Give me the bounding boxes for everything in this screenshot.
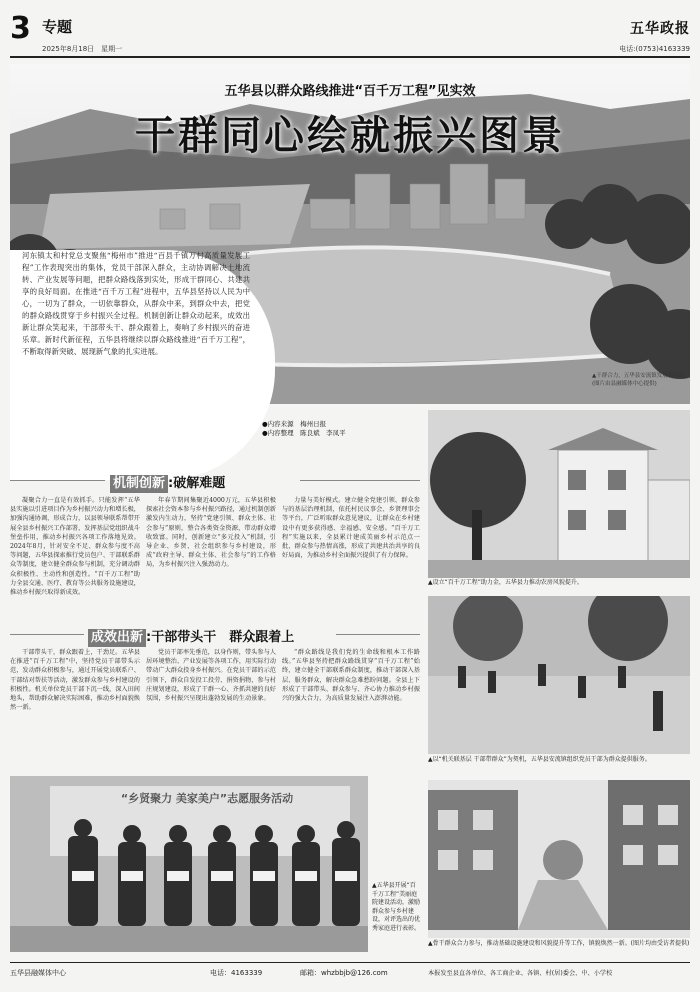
house-photo-caption: ▲设立“百千万工程”助力金，五华县力推动农房风貌提升。 bbox=[428, 579, 583, 586]
section-name: 专题 bbox=[42, 18, 73, 36]
header-divider bbox=[10, 56, 690, 58]
section2-title-prefix: 成效出新 bbox=[88, 629, 146, 647]
page-header bbox=[0, 0, 700, 62]
credit-editors: ●内容整理 陈良斌 李凤平 bbox=[262, 429, 346, 437]
house-photo bbox=[428, 410, 690, 578]
volunteer-photo-caption: ▲以“机关联基层 干部带群众”为契机，五华县安流镇组织党员干部为群众提供服务。 bbox=[428, 756, 651, 763]
masthead-title: 五华政报 bbox=[630, 21, 690, 37]
hero-caption: ▲干群合力，五华县安流镇发展新面貌。(图片由县融媒体中心提供) bbox=[592, 373, 690, 387]
street-photo-caption: ▲骨干群众合力参与，推动基础设施建设和风貌提升等工作，镇貌焕然一新。(图片均由受访者提供) bbox=[428, 940, 690, 947]
credit-source: ●内容来源 梅州日报 bbox=[262, 420, 327, 428]
section1-rule-right bbox=[300, 480, 420, 481]
headline-kicker: 五华县以群众路线推进“百千万工程”见实效 bbox=[224, 84, 476, 99]
section2-column-1: 干部带头干，群众跟着上，干劲足。五华县在推进“百千万工程”中，坚持党员干部带头示范，发动群众积极参与，通过开展党员联系户、干部结对帮扶等活动，激发群众参与乡村建设的积极性。机关单位党员干部下沉一线，深入田间地头，帮助群众解决实际困难，推动乡村面貌焕然一新。 bbox=[10, 649, 140, 712]
footer-publisher: 五华县融媒体中心 bbox=[10, 969, 66, 977]
section1-rule-left bbox=[10, 480, 105, 481]
street-photo-image bbox=[428, 780, 690, 938]
section2-rule-left bbox=[10, 634, 84, 635]
section2-column-2: 党员干部率先垂范，以身作则，带头参与人居环境整治、产业发展等各项工作，用实际行动带动广大群众投身乡村振兴。在党员干部的示范引领下，群众自发投工投劳、捐资捐物，参与村庄规划建设，形成了干群一心、齐抓共建的良好氛围，乡村振兴呈现出蓬勃发展的生动景象。 bbox=[146, 649, 276, 703]
article-credits bbox=[262, 420, 346, 438]
footer-email: 邮箱：whzbbjb@126.com bbox=[300, 969, 388, 977]
contact-phone: 电话:(0753)4163339 bbox=[619, 45, 690, 53]
section2-title bbox=[88, 626, 294, 644]
house-photo-image bbox=[428, 410, 690, 578]
page-number: 3 bbox=[10, 11, 31, 46]
group-photo-caption: ▲五华县开展“百千万工程”美丽庭院建设活动，激励群众参与乡村建设，对评选出的优秀家庭进行表彰。 bbox=[372, 882, 421, 932]
page-headline: 干群同心绘就振兴图景 bbox=[135, 113, 565, 159]
section2-title-suffix: :干部带头干 群众跟着上 bbox=[146, 630, 295, 645]
section1-title-prefix: 机制创新 bbox=[110, 475, 168, 493]
event-banner: “乡贤聚力 美家美户”志愿服务活动 bbox=[120, 792, 294, 805]
section1-column-2: 年春节期间集聚近4000万元，五华县积极探索社会资本参与乡村振兴路径，通过机制创新激发内生动力，坚持“党建引领、群众主体、社会参与”原则，整合各类资金资源，带动群众增收致富。同时，创新建立“多元投入”机制，引导企业、乡贤、社会组织参与乡村建设，形成“政府主导、群众主体、社会参与”的工作格局，为乡村振兴注入强劲动力。 bbox=[146, 497, 276, 569]
group-photo bbox=[10, 776, 368, 952]
section1-column-3: 力量与美好模式。建立健全党建引领、群众参与的基层治理机制，依托村民议事会、乡贤理事会等平台，广泛听取群众意见建议，让群众在乡村建设中有更多获得感、幸福感、安全感。“百千万工程”实施以来，全县累计建成美丽乡村示范点一批，群众参与热情高涨，形成了共建共治共享的良好局面，为推动乡村全面振兴提供了有力保障。 bbox=[282, 497, 420, 560]
section2-column-3: “群众路线是我们党的生命线和根本工作路线。”五华县坚持把群众路线贯穿“百千万工程”始终，建立健全干部联系群众制度，推动干部深入基层、服务群众，解决群众急难愁盼问题。全县上下形成了干部带头、群众参与、齐心协力推动乡村振兴的强大合力，为高质量发展注入澎湃动能。 bbox=[282, 649, 420, 703]
section2-rule-right bbox=[336, 634, 420, 635]
footer-phone: 电话：4163339 bbox=[210, 969, 263, 977]
footer-distribution: 本报发至县直各单位、各工商企业、各镇、村(居)委会、中、小学校 bbox=[428, 970, 613, 977]
section1-column-1: 凝聚合力一直是有效抓手。只能发挥“五华县实施以引进项目作为乡村振兴动力和增长极，加强沟通协调，形成合力，以县领导联系帮带开展全县乡村振兴工作部署，发挥基层党组织战斗堡垒作用，推动乡村振兴各项工作落地见效。2024年8月，针对安全不足、群众参与度不高等问题，五华县探索推行党员包户、干部联系群众等制度，建立健全群众参与机制，充分调动群众积极性、主动性和创造性。“百千万工程”助力全县交通、医疗、教育等公共服务设施建设，推动乡村振兴取得新成效。 bbox=[10, 497, 140, 597]
section1-title bbox=[110, 472, 225, 490]
intro-text: 河东镇太和村党总支聚焦“梅州市”推进“百县千镇万村高质量发展工程”工作表现突出的集体，党员干部深入群众，主动协调解决土地流转、产业发展等问题，把群众路线落到实处，形成干群同心、共建共享的良好局面。在推进“百千万工程”进程中，五华县坚持以人民为中心，一切为了群众，一切依靠群众，从群众中来，到群众中去，把党的群众路线贯穿于乡村振兴全过程。机制创新让群众动起来，成效出新让群众笑起来，干部带头干、群众跟着上，奏响了乡村振兴的奋进乐章。新时代新征程，五华县将继续以群众路线推进“百千万工程”，不断取得新突破、展现新气象的扎实进展。 bbox=[22, 251, 250, 356]
volunteer-photo bbox=[428, 596, 690, 754]
volunteer-photo-image bbox=[428, 596, 690, 754]
street-photo bbox=[428, 780, 690, 938]
issue-date: 2025年8月18日 星期一 bbox=[42, 45, 123, 53]
section1-title-suffix: :破解难题 bbox=[168, 476, 226, 491]
footer-divider bbox=[10, 962, 690, 963]
